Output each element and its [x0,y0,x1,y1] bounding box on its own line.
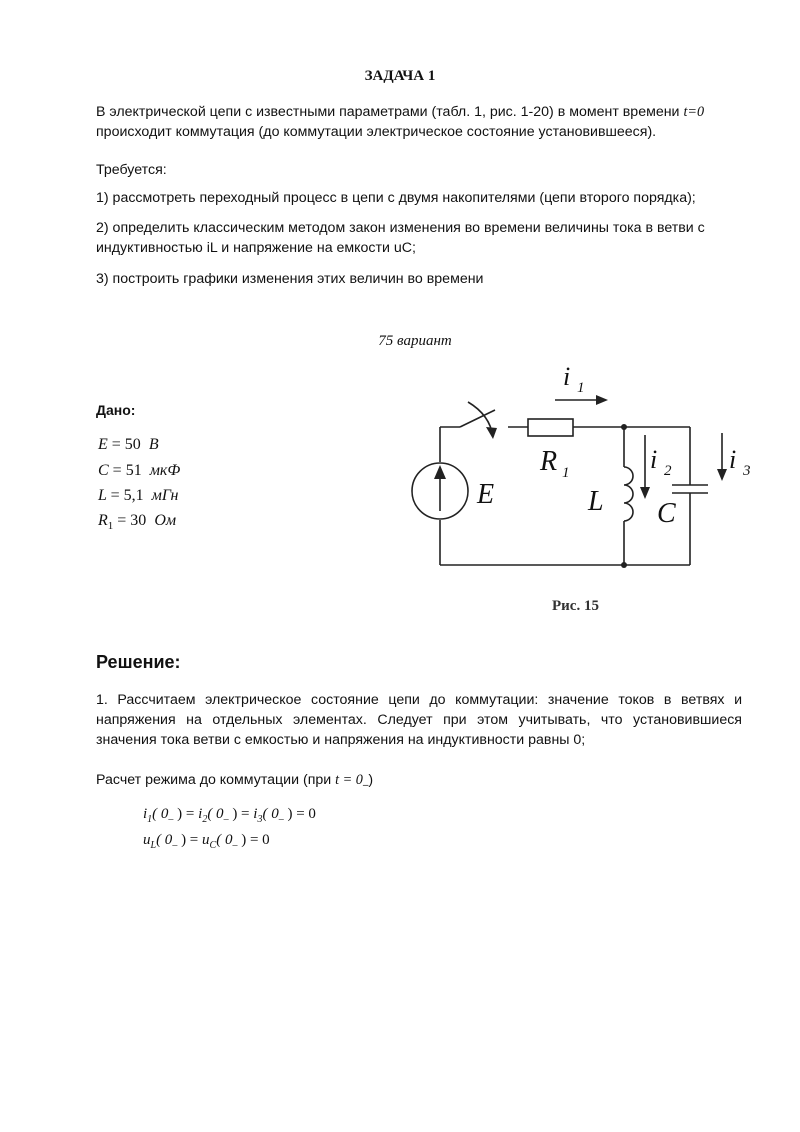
param-symbol: L [98,487,107,504]
eq-var: i [143,806,148,822]
eq-rest: ) = [177,832,203,848]
equation-voltages [143,832,270,851]
eq-var: i [253,806,258,822]
i1-arrow-head [596,395,608,405]
pre-switch-expr: t = 0 [335,772,363,788]
capacitor-label: C [657,498,676,529]
intro-text-2: происходит коммутация (до коммутации электрическое состояние установившееся). [96,124,657,140]
param-unit: В [148,436,159,453]
eq-var: u [202,832,210,848]
eq-arg: ( 0 [216,832,233,848]
variant-label: 75 вариант [378,333,452,349]
given-param-l [98,487,178,505]
i2-subscript: 2 [664,463,672,479]
param-unit: мкФ [149,462,181,479]
eq-minus: – [232,840,238,851]
eq-sub: L [150,840,157,851]
eq-minus: – [223,814,229,825]
param-symbol: E [98,436,108,453]
solution-step-1: 1. Рассчитаем электрическое состояние цепи до коммутации: значение токов в ветвях и напряжения на отдельных элементах. Следует при этом учитывать, что установившиеся значения тока ветви с емкостью и напряжения на индуктивности равны 0; [96,692,742,748]
inductor-label: L [588,486,604,517]
given-label: Дано: [96,402,136,418]
given-param-e [98,436,159,454]
i2-arrow-head [640,487,650,499]
intro-text-1: В электрической цепи с известными параметрами (табл. 1, рис. 1-20) в момент времени [96,104,684,120]
param-value: = 30 [117,512,147,529]
param-unit: Ом [154,512,177,529]
source-label: E [477,479,495,510]
eq-sub: 3 [257,814,263,825]
resistor-subscript: 1 [562,465,570,481]
eq-arg: ( 0 [152,806,169,822]
param-symbol: C [98,462,109,479]
given-param-c [98,462,180,480]
eq-sub: 2 [202,814,208,825]
param-value: = 50 [111,436,141,453]
junction-bottom [621,562,627,568]
requirement-1: 1) рассмотреть переходный процесс в цепи с двумя накопителями (цепи второго порядка); [96,190,696,206]
i3-label: i [729,445,737,474]
pre-switch-close: ) [368,772,374,788]
eq-arg: ( 0 [262,806,279,822]
eq-minus: – [168,814,174,825]
pre-switch-line [96,770,726,796]
i1-label: i [563,362,571,391]
page-title: ЗАДАЧА 1 [364,68,436,84]
eq-sub: 1 [147,814,153,825]
switch-arrow-head [486,427,497,439]
eq-rest: ) = [173,806,199,822]
resistor-r1 [528,419,573,436]
resistor-label: R [540,446,558,477]
pre-switch-text: Расчет режима до коммутации (при [96,772,336,788]
figure-caption: Рис. 15 [552,598,599,614]
intro-time-expr: t=0 [683,104,705,120]
eq-arg: ( 0 [207,806,224,822]
eq-arg: ( 0 [156,832,173,848]
eq-rest: ) = [228,806,254,822]
inductor-coil [624,467,633,521]
eq-rest: ) = 0 [237,832,270,848]
i3-subscript: 3 [743,463,751,479]
eq-sub: C [209,840,217,851]
i2-label: i [650,445,658,474]
eq-var: u [143,832,151,848]
requirement-2: 2) определить классическим методом закон изменения во времени величины тока в ветви с индуктивностью iL и напряжение на емкости uC; [96,220,705,256]
param-unit: мГн [151,487,179,504]
param-symbol: R [98,512,108,529]
i3-arrow-head [717,469,727,481]
eq-minus: – [278,814,284,825]
param-value: = 51 [112,462,142,479]
solution-heading: Решение: [96,652,181,672]
param-value: = 5,1 [110,487,144,504]
pre-switch-subscript: – [362,779,369,791]
param-subscript: 1 [107,520,114,533]
equation-currents [143,806,316,825]
eq-minus: – [172,840,178,851]
requirement-3: 3) построить графики изменения этих величин во времени [96,271,484,287]
eq-rest: ) = 0 [283,806,316,822]
required-label: Требуется: [96,162,167,178]
source-arrow-head [434,465,446,479]
eq-var: i [198,806,203,822]
given-param-r1 [98,512,176,532]
circuit-diagram [400,355,780,580]
intro-paragraph [96,102,726,142]
junction-top [621,424,627,430]
i1-subscript: 1 [577,380,585,396]
